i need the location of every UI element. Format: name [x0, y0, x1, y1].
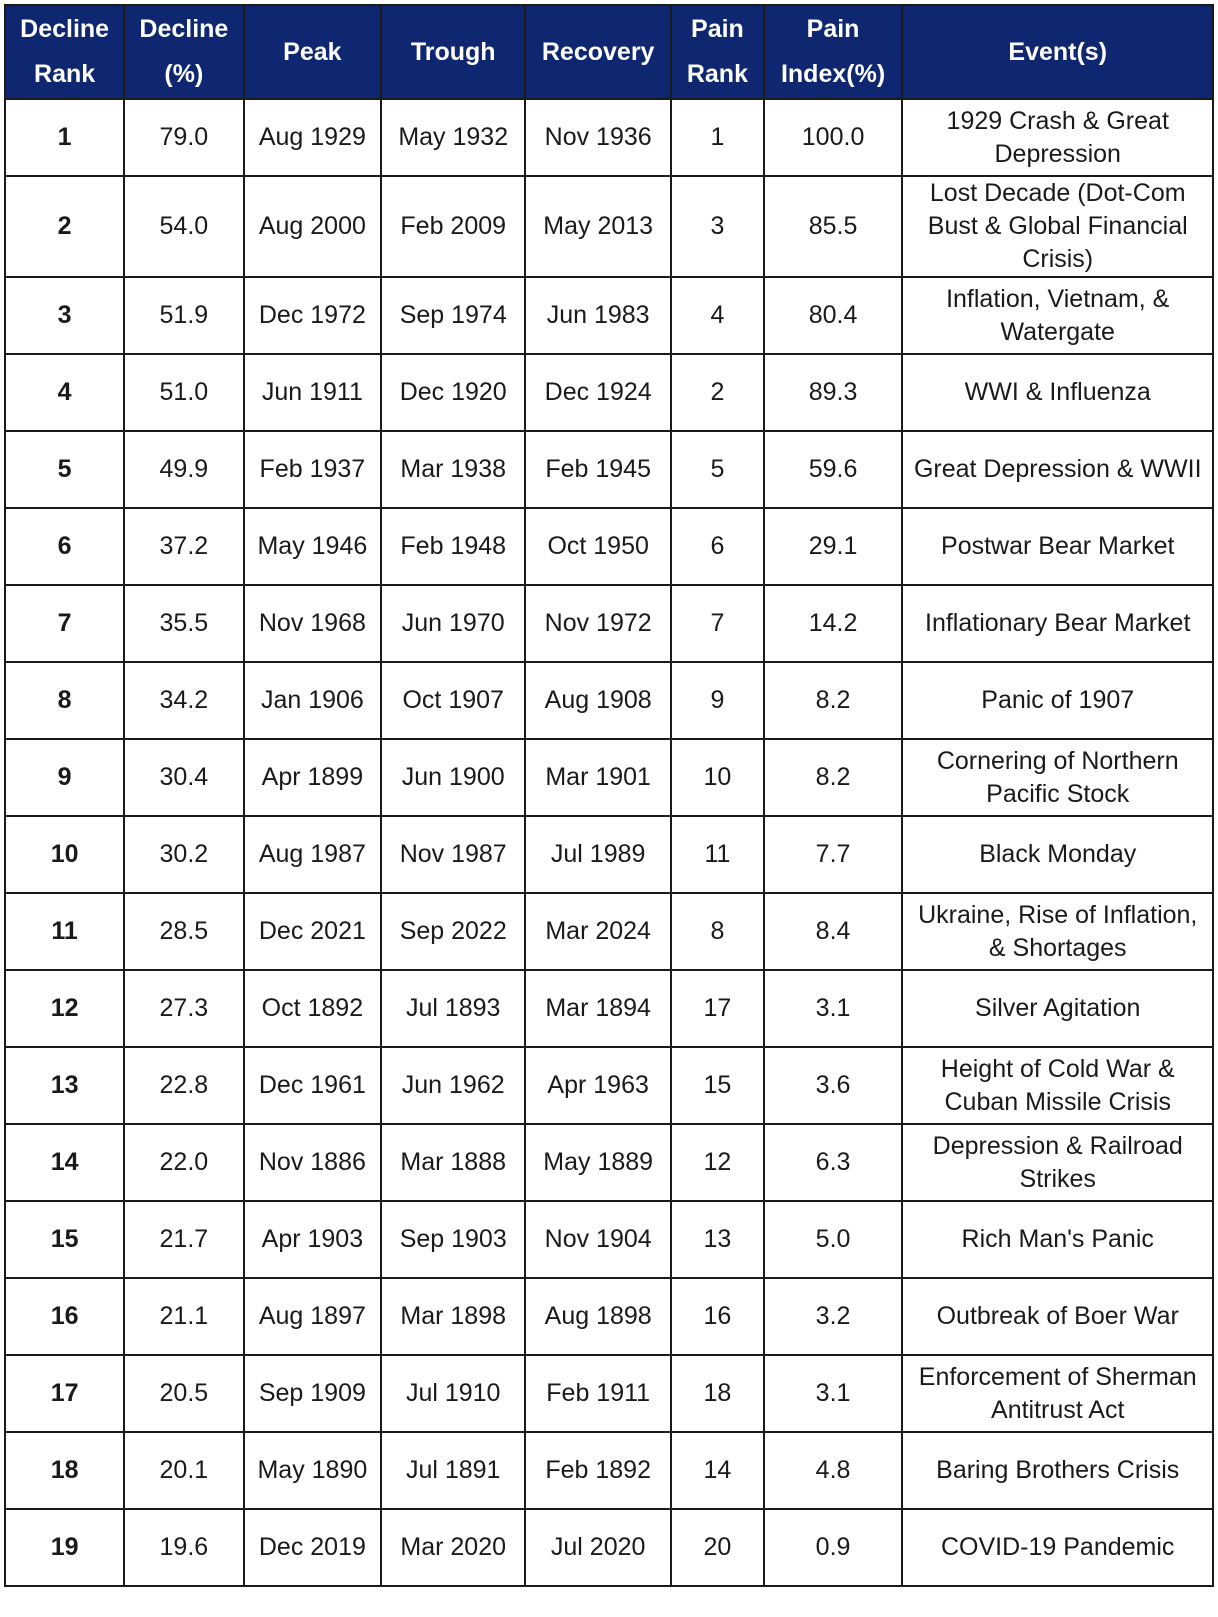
table-header [5, 5, 1213, 99]
trough-cell: Feb 2009 [381, 176, 525, 277]
recovery-cell: Jun 1983 [525, 277, 671, 354]
events-cell [902, 354, 1213, 431]
pain-index-cell: 59.6 [764, 431, 903, 508]
event-text: Height of Cold War & [940, 1054, 1175, 1083]
pain-rank-cell: 4 [671, 277, 764, 354]
events-cell [902, 1047, 1213, 1124]
pain-index-cell: 0.9 [764, 1509, 903, 1586]
pain-rank-cell: 11 [671, 816, 764, 893]
trough-cell: Sep 2022 [381, 893, 525, 970]
header-peak [244, 5, 382, 99]
table-row [5, 662, 1213, 739]
trough-cell: Dec 1920 [381, 354, 525, 431]
pain-rank-cell: 9 [671, 662, 764, 739]
event-text: Great Depression & WWII [913, 455, 1202, 483]
rank-cell: 18 [5, 1432, 124, 1509]
events-cell [902, 1355, 1213, 1432]
pain-index-cell: 3.6 [764, 1047, 903, 1124]
event-text: Inflationary Bear Market [925, 609, 1191, 637]
rank-cell: 8 [5, 662, 124, 739]
pain-rank-cell: 14 [671, 1432, 764, 1509]
header-text: Rank [686, 60, 748, 88]
table-body [5, 99, 1213, 1586]
pain-index-cell: 4.8 [764, 1432, 903, 1509]
decline-cell: 37.2 [124, 508, 243, 585]
events-cell [902, 99, 1213, 176]
pain-rank-cell: 7 [671, 585, 764, 662]
pain-rank-cell: 20 [671, 1509, 764, 1586]
header-text: Index(%) [780, 60, 886, 88]
events-cell [902, 1278, 1213, 1355]
rank-cell: 7 [5, 585, 124, 662]
pain-index-cell: 8.2 [764, 739, 903, 816]
recovery-cell: Feb 1911 [525, 1355, 671, 1432]
trough-cell: Jun 1970 [381, 585, 525, 662]
rank-cell: 6 [5, 508, 124, 585]
event-text: Ukraine, Rise of Inflation, [918, 900, 1198, 929]
event-text: Enforcement of Sherman [918, 1362, 1197, 1391]
header-events [902, 5, 1213, 99]
decline-cell: 27.3 [124, 970, 243, 1047]
decline-cell: 28.5 [124, 893, 243, 970]
peak-cell: Aug 2000 [244, 176, 382, 277]
rank-cell: 15 [5, 1201, 124, 1278]
pain-index-cell: 14.2 [764, 585, 903, 662]
decline-cell: 30.4 [124, 739, 243, 816]
events-cell [902, 662, 1213, 739]
pain-index-cell: 6.3 [764, 1124, 903, 1201]
decline-cell: 20.1 [124, 1432, 243, 1509]
table-row [5, 431, 1213, 508]
event-text: Inflation, Vietnam, & [946, 284, 1170, 313]
table-row [5, 893, 1213, 970]
recovery-cell: Nov 1936 [525, 99, 671, 176]
recovery-cell: Dec 1924 [525, 354, 671, 431]
pain-index-cell: 7.7 [764, 816, 903, 893]
event-text: Crisis) [1022, 245, 1094, 273]
peak-cell: Sep 1909 [244, 1355, 382, 1432]
event-text: Depression [994, 139, 1121, 168]
rank-cell: 14 [5, 1124, 124, 1201]
rank-cell: 9 [5, 739, 124, 816]
event-text: Outbreak of Boer War [936, 1302, 1179, 1330]
pain-rank-cell: 3 [671, 176, 764, 277]
recovery-cell: Mar 1894 [525, 970, 671, 1047]
trough-cell: Nov 1987 [381, 816, 525, 893]
peak-cell: Dec 1972 [244, 277, 382, 354]
header-text: Peak [283, 37, 342, 66]
rank-cell: 4 [5, 354, 124, 431]
pain-rank-cell: 17 [671, 970, 764, 1047]
event-text: 1929 Crash & Great [946, 106, 1169, 135]
rank-cell: 11 [5, 893, 124, 970]
pain-rank-cell: 1 [671, 99, 764, 176]
events-cell [902, 1432, 1213, 1509]
market-declines-table [4, 4, 1214, 1587]
trough-cell: Feb 1948 [381, 508, 525, 585]
event-text: COVID-19 Pandemic [941, 1533, 1175, 1561]
pain-rank-cell: 13 [671, 1201, 764, 1278]
trough-cell: May 1932 [381, 99, 525, 176]
pain-index-cell: 3.1 [764, 970, 903, 1047]
header-row [5, 5, 1213, 99]
peak-cell: Dec 1961 [244, 1047, 382, 1124]
trough-cell: Mar 2020 [381, 1509, 525, 1586]
pain-index-cell: 85.5 [764, 176, 903, 277]
trough-cell: Jul 1893 [381, 970, 525, 1047]
recovery-cell: Jul 1989 [525, 816, 671, 893]
event-text: Postwar Bear Market [941, 532, 1175, 560]
trough-cell: Oct 1907 [381, 662, 525, 739]
header-text: Recovery [541, 37, 655, 66]
trough-cell: Mar 1888 [381, 1124, 525, 1201]
peak-cell: Aug 1987 [244, 816, 382, 893]
rank-cell: 13 [5, 1047, 124, 1124]
events-cell [902, 277, 1213, 354]
decline-cell: 19.6 [124, 1509, 243, 1586]
event-text: Strikes [1019, 1164, 1096, 1193]
events-cell [902, 816, 1213, 893]
peak-cell: Dec 2021 [244, 893, 382, 970]
decline-cell: 54.0 [124, 176, 243, 277]
pain-index-cell: 8.2 [764, 662, 903, 739]
decline-cell: 30.2 [124, 816, 243, 893]
recovery-cell: Mar 1901 [525, 739, 671, 816]
trough-cell: Sep 1903 [381, 1201, 525, 1278]
header-text: Trough [410, 37, 496, 66]
pain-rank-cell: 15 [671, 1047, 764, 1124]
header-decline-pct [124, 5, 243, 99]
event-text: Panic of 1907 [981, 686, 1135, 714]
recovery-cell: Nov 1972 [525, 585, 671, 662]
table-row [5, 1124, 1213, 1201]
pain-index-cell: 8.4 [764, 893, 903, 970]
table-row [5, 970, 1213, 1047]
events-cell [902, 893, 1213, 970]
events-cell [902, 176, 1213, 277]
recovery-cell: Feb 1892 [525, 1432, 671, 1509]
peak-cell: Feb 1937 [244, 431, 382, 508]
header-text: (%) [164, 60, 204, 88]
event-text: Baring Brothers Crisis [936, 1456, 1180, 1484]
rank-cell: 10 [5, 816, 124, 893]
header-decline-rank [5, 5, 124, 99]
rank-cell: 19 [5, 1509, 124, 1586]
event-text: & Shortages [988, 933, 1127, 962]
peak-cell: Oct 1892 [244, 970, 382, 1047]
pain-index-cell: 3.1 [764, 1355, 903, 1432]
table-row [5, 1355, 1213, 1432]
event-text: Rich Man's Panic [961, 1225, 1154, 1253]
header-text: Rank [34, 60, 96, 88]
event-text: Silver Agitation [975, 994, 1141, 1022]
events-cell [902, 1201, 1213, 1278]
peak-cell: Jun 1911 [244, 354, 382, 431]
decline-cell: 21.7 [124, 1201, 243, 1278]
header-text: Decline [139, 15, 229, 43]
rank-cell: 1 [5, 99, 124, 176]
trough-cell: Jun 1962 [381, 1047, 525, 1124]
table-row [5, 816, 1213, 893]
table-row [5, 585, 1213, 662]
events-cell [902, 739, 1213, 816]
table-row [5, 1047, 1213, 1124]
trough-cell: Mar 1898 [381, 1278, 525, 1355]
peak-cell: May 1946 [244, 508, 382, 585]
decline-cell: 35.5 [124, 585, 243, 662]
decline-cell: 49.9 [124, 431, 243, 508]
header-pain-rank [671, 5, 764, 99]
peak-cell: Apr 1899 [244, 739, 382, 816]
peak-cell: Nov 1968 [244, 585, 382, 662]
rank-cell: 16 [5, 1278, 124, 1355]
events-cell [902, 1509, 1213, 1586]
table-row [5, 508, 1213, 585]
event-text: Black Monday [979, 840, 1137, 868]
peak-cell: Nov 1886 [244, 1124, 382, 1201]
recovery-cell: May 2013 [525, 176, 671, 277]
event-text: Cornering of Northern [936, 746, 1179, 775]
rank-cell: 5 [5, 431, 124, 508]
events-cell [902, 508, 1213, 585]
event-text: Lost Decade (Dot-Com [929, 179, 1186, 207]
event-text: Bust & Global Financial [927, 212, 1188, 240]
event-text: Antitrust Act [991, 1395, 1125, 1424]
header-trough [381, 5, 525, 99]
event-text: Depression & Railroad [932, 1131, 1183, 1160]
events-cell [902, 431, 1213, 508]
recovery-cell: May 1889 [525, 1124, 671, 1201]
table-row [5, 176, 1213, 277]
pain-index-cell: 80.4 [764, 277, 903, 354]
table-row [5, 277, 1213, 354]
rank-cell: 2 [5, 176, 124, 277]
pain-rank-cell: 2 [671, 354, 764, 431]
recovery-cell: Feb 1945 [525, 431, 671, 508]
header-text: Decline [20, 15, 110, 43]
pain-rank-cell: 8 [671, 893, 764, 970]
header-text: Pain [806, 15, 860, 43]
decline-cell: 22.8 [124, 1047, 243, 1124]
peak-cell: Jan 1906 [244, 662, 382, 739]
table-row [5, 354, 1213, 431]
recovery-cell: Aug 1908 [525, 662, 671, 739]
rank-cell: 17 [5, 1355, 124, 1432]
header-text: Pain [691, 15, 744, 43]
peak-cell: Dec 2019 [244, 1509, 382, 1586]
table-row [5, 1432, 1213, 1509]
decline-cell: 34.2 [124, 662, 243, 739]
table-row [5, 1509, 1213, 1586]
peak-cell: Apr 1903 [244, 1201, 382, 1278]
event-text: WWI & Influenza [964, 378, 1151, 406]
table-row [5, 739, 1213, 816]
trough-cell: Jul 1891 [381, 1432, 525, 1509]
recovery-cell: Oct 1950 [525, 508, 671, 585]
header-pain-index [764, 5, 903, 99]
recovery-cell: Aug 1898 [525, 1278, 671, 1355]
decline-cell: 22.0 [124, 1124, 243, 1201]
pain-index-cell: 5.0 [764, 1201, 903, 1278]
trough-cell: Jun 1900 [381, 739, 525, 816]
events-cell [902, 585, 1213, 662]
pain-index-cell: 29.1 [764, 508, 903, 585]
event-text: Watergate [1000, 317, 1115, 346]
peak-cell: May 1890 [244, 1432, 382, 1509]
trough-cell: Jul 1910 [381, 1355, 525, 1432]
pain-rank-cell: 5 [671, 431, 764, 508]
decline-cell: 20.5 [124, 1355, 243, 1432]
rank-cell: 3 [5, 277, 124, 354]
peak-cell: Aug 1929 [244, 99, 382, 176]
pain-rank-cell: 12 [671, 1124, 764, 1201]
decline-cell: 51.9 [124, 277, 243, 354]
recovery-cell: Nov 1904 [525, 1201, 671, 1278]
rank-cell: 12 [5, 970, 124, 1047]
pain-index-cell: 89.3 [764, 354, 903, 431]
decline-cell: 21.1 [124, 1278, 243, 1355]
event-text: Pacific Stock [986, 779, 1130, 808]
table-row [5, 99, 1213, 176]
events-cell [902, 970, 1213, 1047]
event-text: Cuban Missile Crisis [944, 1087, 1171, 1116]
decline-cell: 51.0 [124, 354, 243, 431]
pain-rank-cell: 6 [671, 508, 764, 585]
recovery-cell: Mar 2024 [525, 893, 671, 970]
trough-cell: Sep 1974 [381, 277, 525, 354]
recovery-cell: Apr 1963 [525, 1047, 671, 1124]
peak-cell: Aug 1897 [244, 1278, 382, 1355]
recovery-cell: Jul 2020 [525, 1509, 671, 1586]
header-recovery [525, 5, 671, 99]
pain-index-cell: 100.0 [764, 99, 903, 176]
table-row [5, 1278, 1213, 1355]
pain-rank-cell: 16 [671, 1278, 764, 1355]
events-cell [902, 1124, 1213, 1201]
header-text: Event(s) [1008, 37, 1108, 66]
table-row [5, 1201, 1213, 1278]
pain-rank-cell: 18 [671, 1355, 764, 1432]
pain-rank-cell: 10 [671, 739, 764, 816]
pain-index-cell: 3.2 [764, 1278, 903, 1355]
trough-cell: Mar 1938 [381, 431, 525, 508]
decline-cell: 79.0 [124, 99, 243, 176]
